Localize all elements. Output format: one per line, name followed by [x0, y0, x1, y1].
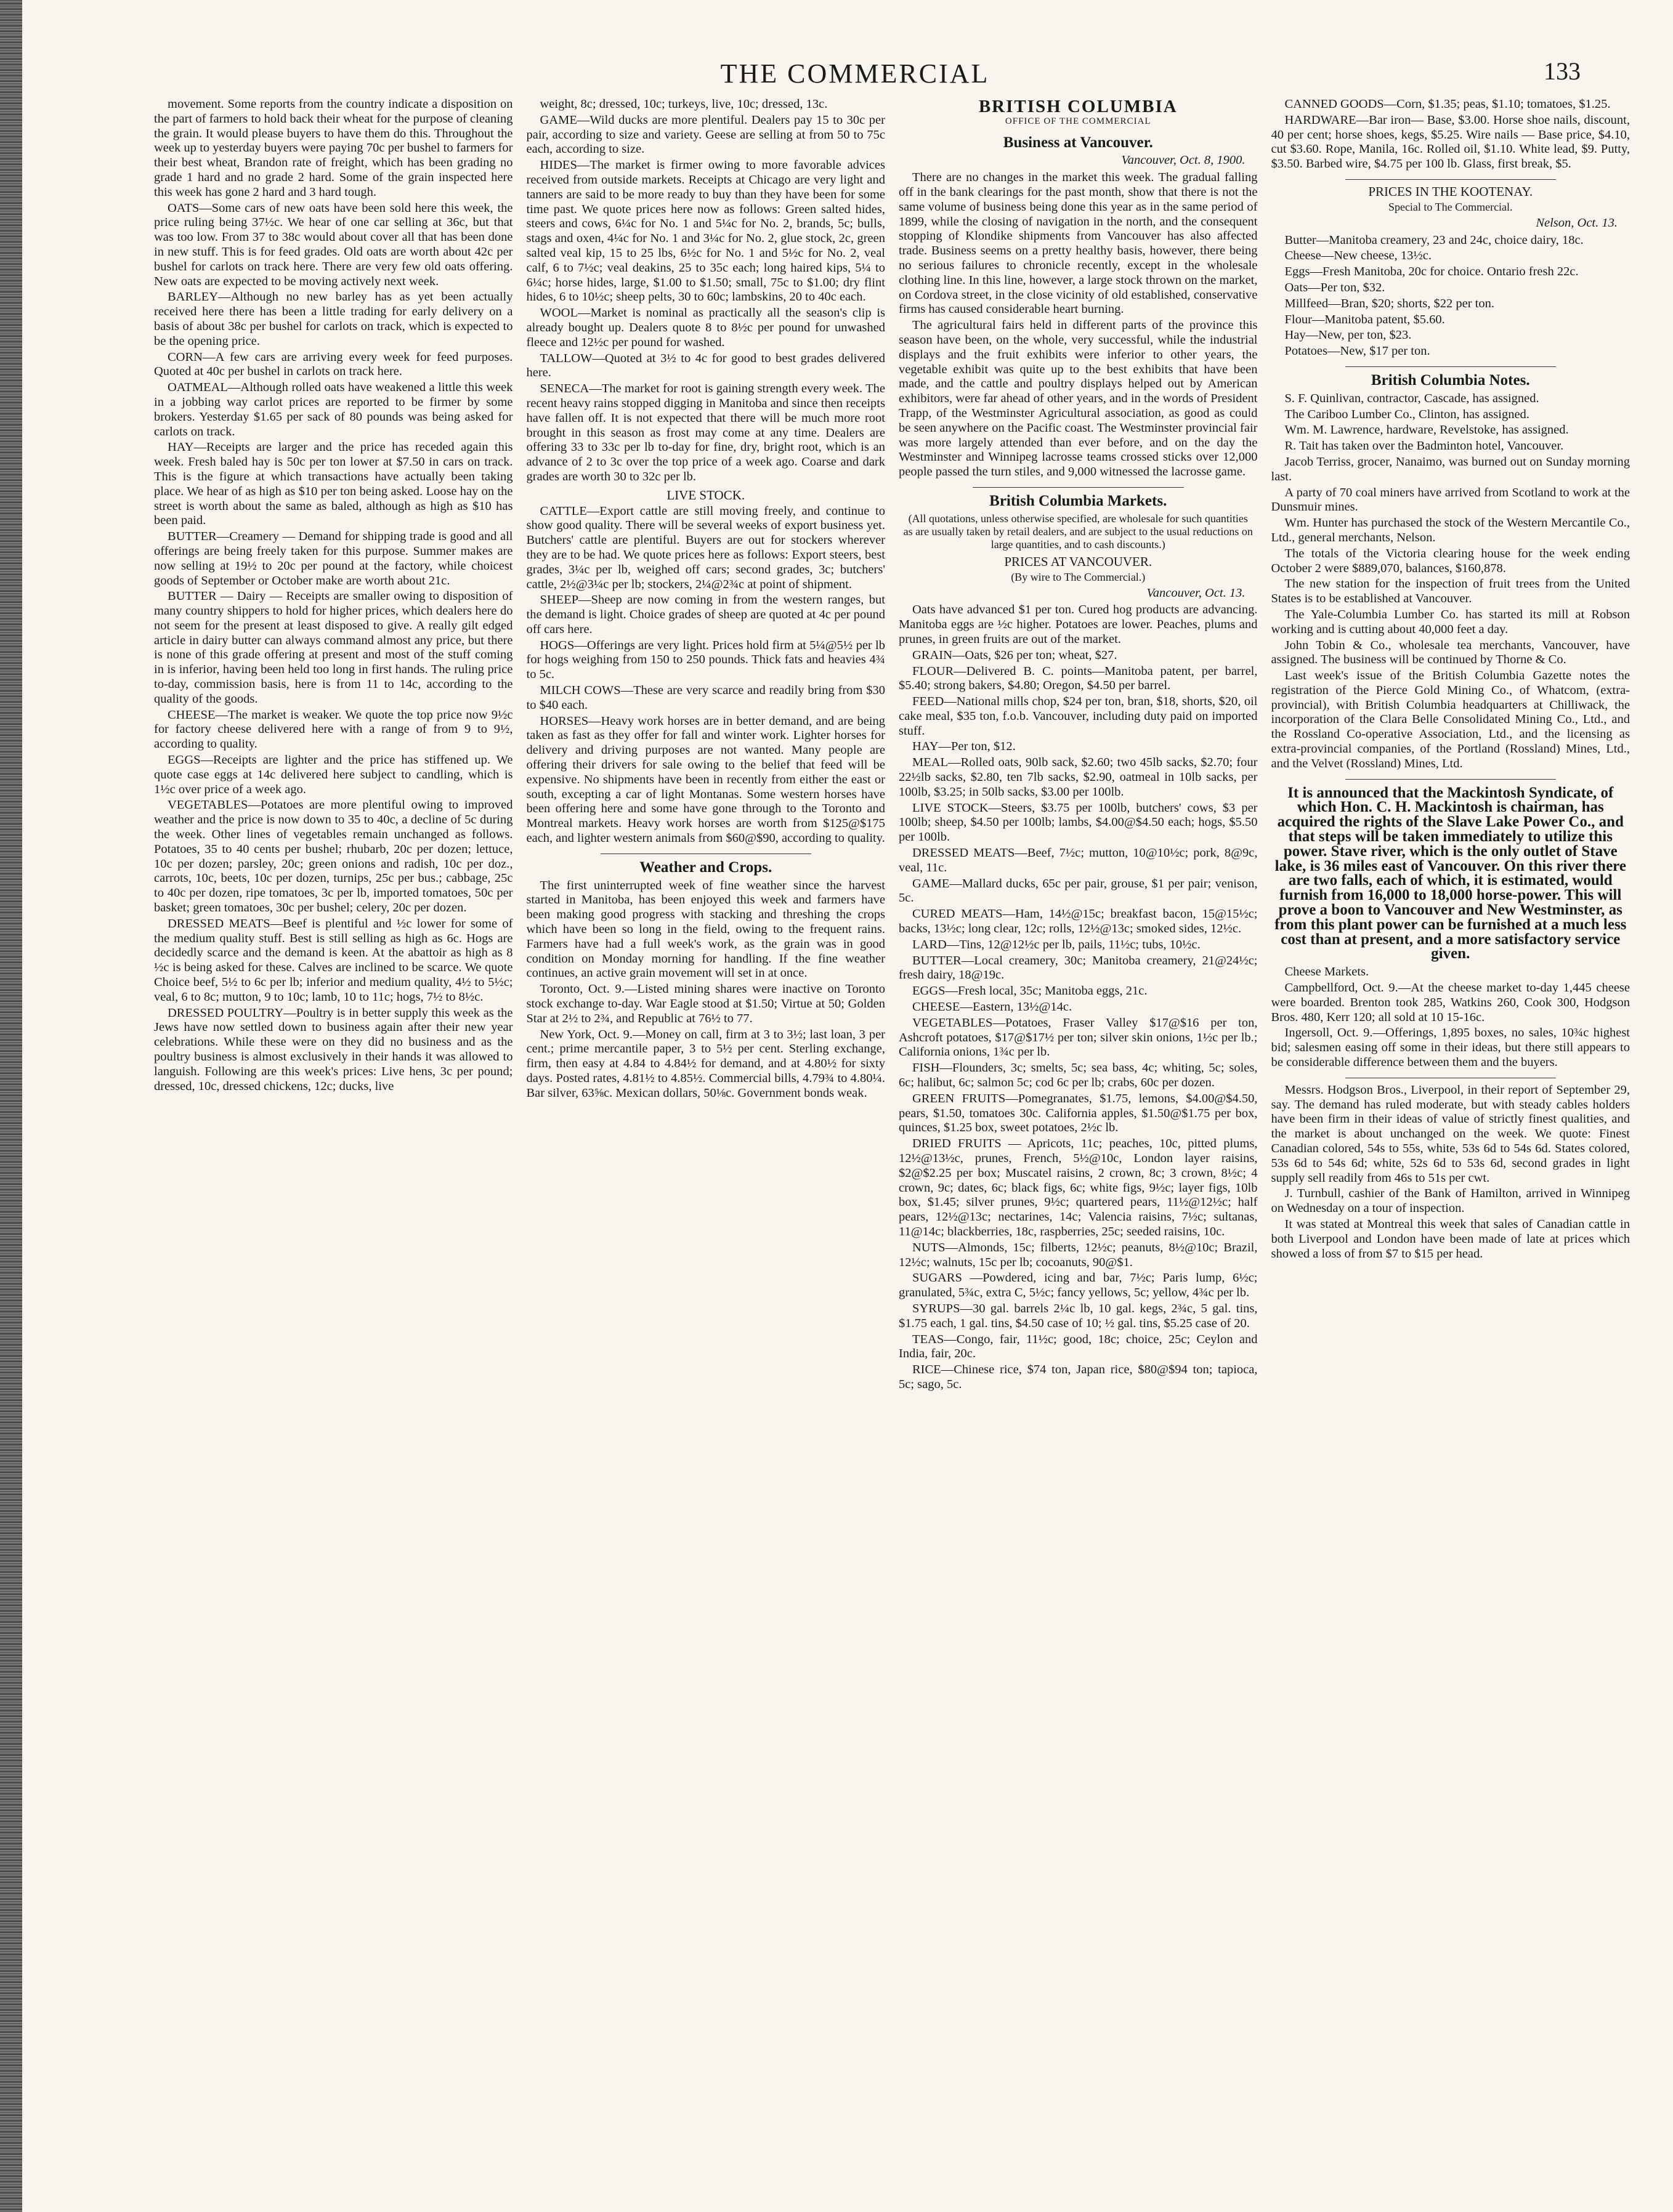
- paragraph: BUTTER — Dairy — Receipts are smaller owing to disposition of many country shippers to hold for higher prices, which dealers here do not seem for the present at least disposed to give. A really gilt edged article in dairy butter can always command almost any price, but there is none of this grade offering at present and most of the stuff coming in is inferior, having been held too long in first hands. The ruling price to-day, commission basis, here is from 11 to 14c, according to the quality of the goods.: [154, 589, 513, 706]
- paragraph: movement. Some reports from the country indicate a disposition on the part of farmers to hold back their wheat for the purpose of cleaning the grain. It would please buyers to have them do this. Throughout the week up to yesterday buyers were paying 70c per bushel to farmers for their best wheat, Brandon rate of freight, which has been grading no grade 1 hard and no grade 2 hard. Some of the grain inspected here this week has gone 2 hard and 3 hard tough.: [154, 97, 513, 199]
- paragraph: SHEEP—Sheep are now coming in from the western ranges, but the demand is light. Choice grades of sheep are quoted at 4c per pound off cars here.: [526, 593, 885, 636]
- article-columns: [154, 97, 1630, 2179]
- paragraph: TALLOW—Quoted at 3½ to 4c for good to best grades delivered here.: [526, 351, 885, 380]
- paragraph: Millfeed—Bran, $20; shorts, $22 per ton.: [1284, 296, 1494, 310]
- paragraph: SUGARS —Powdered, icing and bar, 7½c; Paris lump, 6½c; granulated, 5¾c, extra C, 5½c; fancy yellows, 5c; yellow, 4¾c per lb.: [899, 1271, 1258, 1300]
- paragraph: OATS—Some cars of new oats have been sold here this week, the price ruling being 37½c. We hear of one car selling at 36c, but that was too low. From 37 to 38c would about cover all that has been done in new stuff. This is for feed grades. Old oats are worth about 42c per bushel for carlots on track here. There are very few old oats offering. New oats are expected to be moving actively next week.: [154, 201, 513, 288]
- paragraph: RICE—Chinese rice, $74 ton, Japan rice, $80@$94 ton; tapioca, 5c; sago, 5c.: [899, 1363, 1258, 1391]
- paragraph: CATTLE—Export cattle are still moving freely, and continue to show good quality. There will be several weeks of export business yet. Butchers' cattle are plentiful. Buyers are out for stockers wherever they are to be had. We quote prices here as follows: Export steers, best grades, 3¼c per lb, weighed off cars; second grades, 3c; butchers' cattle, 2½@3¼c per lb; stockers, 2¼@2¾c at point of shipment.: [526, 504, 885, 591]
- paragraph: A party of 70 coal miners have arrived from Scotland to work at the Dunsmuir mines.: [1271, 485, 1630, 514]
- paragraph: The agricultural fairs held in different parts of the province this season have been, on the whole, very successful, while the industrial displays and the fruit exhibits were inferior to other years, the vegetable exhibit was quite up to the best exhibits that have been made, and the cattle and poultry displays helped out by American exhibitors, were far ahead of other years, and in the words of President Trapp, of the Westminster Agricultural association, as good as could be seen anywhere on the Pacific coast. The Westminster provincial fair was more largely attended than ever before, and on the day the Westminster and Winnipeg lacrosse teams crossed sticks over 12,000 people passed the turn stiles, and 9,000 witnessed the lacrosse game.: [899, 318, 1258, 479]
- paragraph: S. F. Quinlivan, contractor, Cascade, has assigned.: [1284, 391, 1539, 405]
- paragraph: EGGS—Receipts are lighter and the price has stiffened up. We quote case eggs at 14c delivered here subject to candling, which is 1½c over price of a week ago.: [154, 753, 513, 796]
- paragraph: Vancouver, Oct. 8, 1900.: [1121, 153, 1246, 168]
- paragraph: The totals of the Victoria clearing house for the week ending October 2 were $889,070, balances, $160,878.: [1271, 546, 1630, 575]
- column-2: [527, 97, 886, 2179]
- section-heading: British Columbia Notes.: [1371, 371, 1530, 389]
- paragraph: J. Turnbull, cashier of the Bank of Hamilton, arrived in Winnipeg on Wednesday on a tour of inspection.: [1271, 1187, 1630, 1216]
- column-3: [899, 97, 1258, 2179]
- section-rule: [1345, 779, 1557, 780]
- page-number: 133: [1544, 57, 1581, 85]
- paragraph: NUTS—Almonds, 15c; filberts, 12½c; peanuts, 8½@10c; Brazil, 12½c; walnuts, 15c per lb; cocoanuts, 90@$1.: [899, 1240, 1258, 1269]
- publication-title: THE COMMERCIAL: [720, 59, 990, 89]
- paragraph: (All quotations, unless otherwise specified, are wholesale for such quantities as are usually taken by retail dealers, and are subject to the usual reductions on large quantities, and to cash discounts.): [903, 512, 1253, 551]
- paragraph: CHEESE—Eastern, 13½@14c.: [912, 1000, 1072, 1014]
- paragraph: Potatoes—New, $17 per ton.: [1284, 344, 1430, 358]
- paragraph: DRESSED POULTRY—Poultry is in better supply this week as the Jews have now settled down to business again after their new year celebrations. While these were on they did no business and as the poultry business is almost exclusively in their hands it was allowed to languish. Following are this week's prices: Live hens, 3c per pound; dressed, 10c, dressed chickens, 12c; ducks, live: [154, 1006, 513, 1093]
- paragraph: The new station for the inspection of fruit trees from the United States is to be established at Vancouver.: [1271, 577, 1630, 606]
- section-heading: Business at Vancouver.: [1003, 134, 1153, 151]
- paragraph: Jacob Terriss, grocer, Nanaimo, was burned out on Sunday morning last.: [1271, 454, 1630, 483]
- paragraph: The first uninterrupted week of fine weather since the harvest started in Manitoba, has been enjoyed this week and farmers have been making good progress with stacking and threshing the crops which have been so long in the field, owing to the frequent rains. Farmers have had a full week's work, as the grain was in good condition on Monday morning for handling. If the fine weather continues, an active grain movement will set in at once.: [526, 878, 885, 980]
- paragraph: The Yale-Columbia Lumber Co. has started its mill at Robson working and is cutting about 40,000 feet a day.: [1271, 607, 1630, 636]
- subheading: PRICES AT VANCOUVER.: [1004, 554, 1152, 569]
- paragraph: Messrs. Hodgson Bros., Liverpool, in their report of September 29, say. The demand has ruled moderate, but with steady cables holders have been firm in their ideas of value of strictly finest qualities, and the market is about unchanged on the week. We quote: Finest Canadian colored, 54s to 55s, white, 53s 6d to 54s 6d. States colored, 53s 6d to 54s 6d; white, 52s 6d to 53s 6d, second grades in light supply sell readily from 46s to 51s per cwt.: [1271, 1083, 1630, 1185]
- paragraph: CHEESE—The market is weaker. We quote the top price now 9½c for factory cheese delivered here with a range of from 9 to 9½, according to quality.: [154, 708, 513, 751]
- section-heading: BRITISH COLUMBIA: [978, 97, 1178, 116]
- section-rule: [1345, 179, 1557, 180]
- paragraph: weight, 8c; dressed, 10c; turkeys, live, 10c; dressed, 13c.: [540, 97, 828, 111]
- column-4: [1271, 97, 1630, 2179]
- paragraph: The Cariboo Lumber Co., Clinton, has assigned.: [1284, 407, 1529, 421]
- paragraph: Wm. M. Lawrence, hardware, Revelstoke, has assigned.: [1284, 423, 1569, 437]
- paragraph: MEAL—Rolled oats, 90lb sack, $2.60; two 45lb sacks, $2.70; four 22½lb sacks, $2.80, ten 7lb sacks, $2.90, oatmeal in 10lb sacks, per 100lb, $3.25; in 50lb sacks, $3.00 per 100lb.: [899, 756, 1258, 799]
- subheading: LIVE STOCK.: [666, 487, 745, 503]
- paragraph: FEED—National mills chop, $24 per ton, bran, $18, shorts, $20, oil cake meal, $35 ton, f.o.b. Vancouver, including duty paid on imported stuff.: [899, 695, 1258, 738]
- section-heading: It is announced that the Mackintosh Syndicate, of which Hon. C. H. Mackintosh is chairman, has acquired the rights of the Slave Lake Power Co., and that steps will be taken immediately to utilize this power. Stave river, which is the only outlet of Stave lake, is 36 miles east of Vancouver. On this river there are two falls, each of which, it is estimated, would furnish from 16,000 to 18,000 horse-power. This will prove a boon to Vancouver and New Westminster, as from this plant power can be furnished at a much less cost than at present, and a more satisfactory service given.: [1274, 784, 1627, 963]
- paragraph: DRESSED MEATS—Beef, 7½c; mutton, 10@10½c; pork, 8@9c, veal, 11c.: [899, 846, 1258, 874]
- paragraph: TEAS—Congo, fair, 11½c; good, 18c; choice, 25c; Ceylon and India, fair, 20c.: [899, 1332, 1258, 1361]
- paragraph: EGGS—Fresh local, 35c; Manitoba eggs, 21c.: [912, 984, 1148, 998]
- paragraph: VEGETABLES—Potatoes, Fraser Valley $17@$16 per ton, Ashcroft potatoes, $17@$17½ per ton; silver skin onions, 1½c per lb.; California onions, 1¾c per lb.: [899, 1015, 1258, 1059]
- page-header: [129, 54, 1581, 91]
- paragraph: FISH—Flounders, 3c; smelts, 5c; sea bass, 4c; whiting, 5c; soles, 6c; halibut, 6c; salmon 5c; cod 6c per lb; crabs, 60c per dozen.: [899, 1061, 1258, 1090]
- paragraph: Oats have advanced $1 per ton. Cured hog products are advancing. Manitoba eggs are ½c higher. Potatoes are lower. Peaches, plums and prunes, in green fruits are out of the market.: [899, 603, 1258, 646]
- paragraph: SYRUPS—30 gal. barrels 2¼c lb, 10 gal. kegs, 2¾c, 5 gal. tins, $1.75 each, 1 gal. tins, $4.50 case of 10; ½ gal. tins, $5.25 case of 20.: [899, 1301, 1258, 1330]
- paragraph: LARD—Tins, 12@12½c per lb, pails, 11½c; tubs, 10½c.: [912, 937, 1201, 951]
- paragraph: HARDWARE—Bar iron— Base, $3.00. Horse shoe nails, discount, 40 per cent; horse shoes, kegs, $5.25. Wire nails — Base price, $4.10, cut $3.60. Rope, Manila, 16c. Rolled oil, $1.10. White lead, $9. Putty, $3.50. Barbed wire, $4.75 per 100 lb. Glass, first break, $5.: [1271, 113, 1630, 171]
- paragraph: It was stated at Montreal this week that sales of Canadian cattle in both Liverpool and London have been made of late at prices which showed a loss of from $7 to $15 per head.: [1271, 1217, 1630, 1261]
- subheading: PRICES IN THE KOOTENAY.: [1368, 184, 1533, 199]
- paragraph: OATMEAL—Although rolled oats have weakened a little this week in a jobbing way carlot prices are reported to be firmer by some brokers. Yesterday $1.65 per sack of 80 pounds was being asked for carlots on track.: [154, 381, 513, 438]
- paragraph: FLOUR—Delivered B. C. points—Manitoba patent, per barrel, $5.40; strong bakers, $4.80; Oregon, $4.50 per barrel.: [899, 664, 1258, 693]
- paragraph: SENECA—The market for root is gaining strength every week. The recent heavy rains stopped digging in Manitoba and since then receipts have fallen off. It is not expected that there will be much more root brought in this season as frost may come at any time. Dealers are offering 33 to 33c per lb to-day for fine, dry, bright root, which is an advance of 2 to 3c over the top price of a week ago. Coarse and dark grades are worth 30 to 32c per lb.: [526, 382, 885, 483]
- paragraph: Hay—New, per ton, $23.: [1284, 328, 1412, 342]
- paragraph: Cheese—New cheese, 13½c.: [1284, 249, 1432, 263]
- paragraph: New York, Oct. 9.—Money on call, firm at 3 to 3½; last loan, 3 per cent.; prime mercantile paper, 3 to 5½ per cent. Sterling exchange, firm, then easy at 4.84 to 4.84½ for demand, and at 4.80½ for sixty days. Posted rates, 4.81½ to 4.85½. Commercial bills, 4.79¾ to 4.80¼. Bar silver, 63⅝c. Mexican dollars, 50⅛c. Government bonds weak.: [526, 1027, 885, 1100]
- paragraph: GAME—Mallard ducks, 65c per pair, grouse, $1 per pair; venison, 5c.: [899, 876, 1258, 905]
- paragraph: GAME—Wild ducks are more plentiful. Dealers pay 15 to 30c per pair, according to size and variety. Geese are selling at from 50 to 75c each, according to size.: [526, 113, 885, 156]
- paragraph: HORSES—Heavy work horses are in better demand, and are being taken as fast as they offer for fall and winter work. Lighter horses for delivery and driving purposes are not wanted. Many people are offering their drivers for sale owing to the belief that feed will be expensive. No shipments have been in recently from either the east or south, excepting a car of light Montanas. Some western horses have been offering here and some have gone through to the Toronto and Montreal markets. Heavy work horses are worth from $125@$175 each, and lighter western animals from $60@$90, according to quality.: [526, 714, 885, 846]
- paragraph: GREEN FRUITS—Pomegranates, $1.75, lemons, $4.00@$4.50, pears, $1.50, tomatoes 30c. California apples, $1.50@$1.75 per box, quinces, $1.25 box, sweet potatoes, 2½c lb.: [899, 1091, 1258, 1135]
- paragraph: BUTTER—Local creamery, 30c; Manitoba creamery, 21@24½c; fresh dairy, 18@19c.: [899, 953, 1258, 982]
- paragraph: Special to The Commercial.: [1388, 200, 1513, 213]
- paragraph: VEGETABLES—Potatoes are more plentiful owing to improved weather and the price is now down to 35 to 40c, a decline of 5c during the week. Other lines of vegetables remain unchanged as follows. Potatoes, 35 to 40 cents per bushel; rhubarb, 20c per dozen; lettuce, 10c per dozen; parsley, 20c; green onions and radish, 10c per doz., carrots, 10c, beets, 10c per dozen, turnips, 25c per bus.; cabbage, 25c to 40c per dozen, ripe tomatoes, 3c per lb, imported tomatoes, 50c per basket; green tomatoes, 30c per bushel; celery, 20c per dozen.: [154, 798, 513, 915]
- paragraph: HIDES—The market is firmer owing to more favorable advices received from outside markets. Receipts at Chicago are very light and tanners are said to be more ready to buy than they have been for some time past. We quote prices here now as follows: Green salted hides, steers and cows, 6¼c for No. 1 and 5¼c for No. 2, brands, 5c; bulls, stags and oxen, 4¼c for No. 1 and 3¼c for No. 2, glue stock, 2c, green salted veal kip, 15 to 25 lbs, 6½c for No. 1 and 5½c for No. 2, veal calf, 6 to 7½c; veal deakins, 25 to 35c each; long haired kips, 5¼ to 6¼c; horse hides, large, $1.00 to $1.50; small, 75c to $1.00; dry flint hides, 6 to 10½c; sheep pelts, 30 to 60c; lambskins, 20 to 40c each.: [526, 158, 885, 304]
- paragraph: HAY—Receipts are larger and the price has receded again this week. Fresh baled hay is 50c per ton lower at $7.50 in cars on track. This is the figure at which transactions have actually been taking place. We hear of as high as $10 per ton being asked. Loose hay on the street is worth about the same as baled, although as high as $10 has been paid.: [154, 440, 513, 528]
- paragraph: Toronto, Oct. 9.—Listed mining shares were inactive on Toronto stock exchange to-day. War Eagle stood at $1.50; Virtue at 50; Golden Star at 2½ to 2¾, and Republic at 76½ to 77.: [526, 982, 885, 1025]
- paragraph: There are no changes in the market this week. The gradual falling off in the bank clearings for the past month, show that there is not the same volume of business being done this year as in the same period of 1899, while the closing of navigation in the north, and the consequent stopping of Klondike shipments from Vancouver has also affected trade. Business seems on a pretty healthy basis, however, there being no serious failures to chronicle recently, except in the wholesale clothing line. In this line, however, a large stock thrown on the market, on Cordova street, in the close vicinity of old established, conservative firms has caused considerable heart burning.: [899, 171, 1258, 317]
- paragraph: (By wire to The Commercial.): [1011, 570, 1146, 583]
- paragraph: Ingersoll, Oct. 9.—Offerings, 1,895 boxes, no sales, 10¾c highest bid; salesmen easing off some in their ideas, but there still appears to be considerable difference between them and the buyers.: [1271, 1026, 1630, 1070]
- section-rule: [973, 487, 1184, 488]
- paragraph: BARLEY—Although no new barley has as yet been actually received here there has been a little trading for early delivery on a basis of about 38c per bushel for carlots on track, which is expected to be the opening price.: [154, 290, 513, 348]
- paragraph: GRAIN—Oats, $26 per ton; wheat, $27.: [912, 648, 1117, 662]
- paragraph: Vancouver, Oct. 13.: [1146, 586, 1246, 600]
- paragraph: WOOL—Market is nominal as practically all the season's clip is already bought up. Dealers quote 8 to 8½c per pound for unwashed fleece and 12½c per pound for washed.: [526, 306, 885, 349]
- paragraph: Flour—Manitoba patent, $5.60.: [1284, 312, 1445, 326]
- section-heading: Weather and Crops.: [639, 858, 772, 876]
- paragraph: LIVE STOCK—Steers, $3.75 per 100lb, butchers' cows, $3 per 100lb; sheep, $4.50 per 100lb; lambs, $4.00@$4.50 each; hogs, $5.50 per 100lb.: [899, 801, 1258, 844]
- paragraph: Butter—Manitoba creamery, 23 and 24c, choice dairy, 18c.: [1284, 233, 1584, 247]
- paragraph: HAY—Per ton, $12.: [912, 740, 1016, 754]
- paragraph: John Tobin & Co., wholesale tea merchants, Vancouver, have assigned. The business will be continued by Thorne & Co.: [1271, 638, 1630, 667]
- binding-edge: [0, 0, 22, 2212]
- paragraph: MILCH COWS—These are very scarce and readily bring from $30 to $40 each.: [526, 684, 885, 712]
- paragraph: CURED MEATS—Ham, 14½@15c; breakfast bacon, 15@15½c; backs, 13½c; long clear, 12c; rolls, 12½@13c; smoked sides, 12½c.: [899, 907, 1258, 936]
- column-1: [154, 97, 513, 2179]
- paragraph: Cheese Markets.: [1284, 965, 1369, 979]
- paragraph: CORN—A few cars are arriving every week for feed purposes. Quoted at 40c per bushel in carlots on track here.: [154, 350, 513, 379]
- paragraph: Campbellford, Oct. 9.—At the cheese market to-day 1,445 cheese were boarded. Brenton took 285, Watkins 260, Cook 300, Hodgson Bros. 480, Kerr 120; all sold at 10 15-16c.: [1271, 981, 1630, 1024]
- paragraph: BUTTER—Creamery — Demand for shipping trade is good and all offerings are being freely taken for this purpose. Summer makes are now selling at 19½ to 20c per pound at the factory, while choicest goods of September or October make are worth about 21c.: [154, 530, 513, 587]
- paragraph: Last week's issue of the British Columbia Gazette notes the registration of the Pierce Gold Mining Co., of Whatcom, (extra-provincial), with British Columbia headquarters at Chilliwack, the incorporation of the Clara Belle Consolidated Mining Co., Ltd., and the Rossland Co-operative Association, Ltd., and the licensing as extra-provincial companies, of the Portland (Rossland) Mines, Ltd., and the Velvet (Rossland) Mines, Ltd.: [1271, 669, 1630, 770]
- paragraph: R. Tait has taken over the Badminton hotel, Vancouver.: [1284, 439, 1564, 453]
- paragraph: OFFICE OF THE COMMERCIAL: [1005, 116, 1151, 126]
- paragraph: HOGS—Offerings are very light. Prices hold firm at 5¼@5½ per lb for hogs weighing from 150 to 250 pounds. Thick fats and heavies 4¾ to 5c.: [526, 638, 885, 682]
- paragraph: DRESSED MEATS—Beef is plentiful and ½c lower for some of the medium quality stuff. Best is still selling as high as 6c. Hogs are decidedly scarce and the demand is keen. At the abattoir as high as 8 ½c is being asked for these. Calves are inclined to be scarce. We quote Choice beef, 5½ to 6c per lb; inferior and medium quality, 4½ to 5½c; veal, 6 to 8c; mutton, 9 to 10c; lamb, 10 to 11c; hogs, 7½ to 8½c.: [154, 916, 513, 1004]
- paragraph: DRIED FRUITS — Apricots, 11c; peaches, 10c, pitted plums, 12½@13½c, prunes, French, 5½@10c, London layer raisins, $2@$2.25 per box; Muscatel raisins, 2 crown, 8c; 3 crown, 8½c; 4 crown, 9c; dates, 6c; black figs, 6c; white figs, 9½c; layer figs, 10lb box, $1.45; silver prunes, 9½c; quartered pears, 11½@12½c; half pears, 12½@13c; nectarines, 14c; Valencia raisins, 7½c; sultanas, 11@14c; blackberries, 18c, raspberries, 25c; seeded raisins, 10c.: [899, 1137, 1258, 1238]
- paragraph: CANNED GOODS—Corn, $1.35; peas, $1.10; tomatoes, $1.25.: [1284, 97, 1611, 111]
- paragraph: Oats—Per ton, $32.: [1284, 280, 1385, 294]
- section-rule: [1345, 366, 1557, 367]
- section-heading: British Columbia Markets.: [989, 492, 1167, 509]
- paragraph: Eggs—Fresh Manitoba, 20c for choice. Ontario fresh 22c.: [1284, 265, 1579, 279]
- paragraph: Wm. Hunter has purchased the stock of the Western Mercantile Co., Ltd., general merchants, Nelson.: [1271, 516, 1630, 544]
- paragraph: Nelson, Oct. 13.: [1536, 216, 1618, 230]
